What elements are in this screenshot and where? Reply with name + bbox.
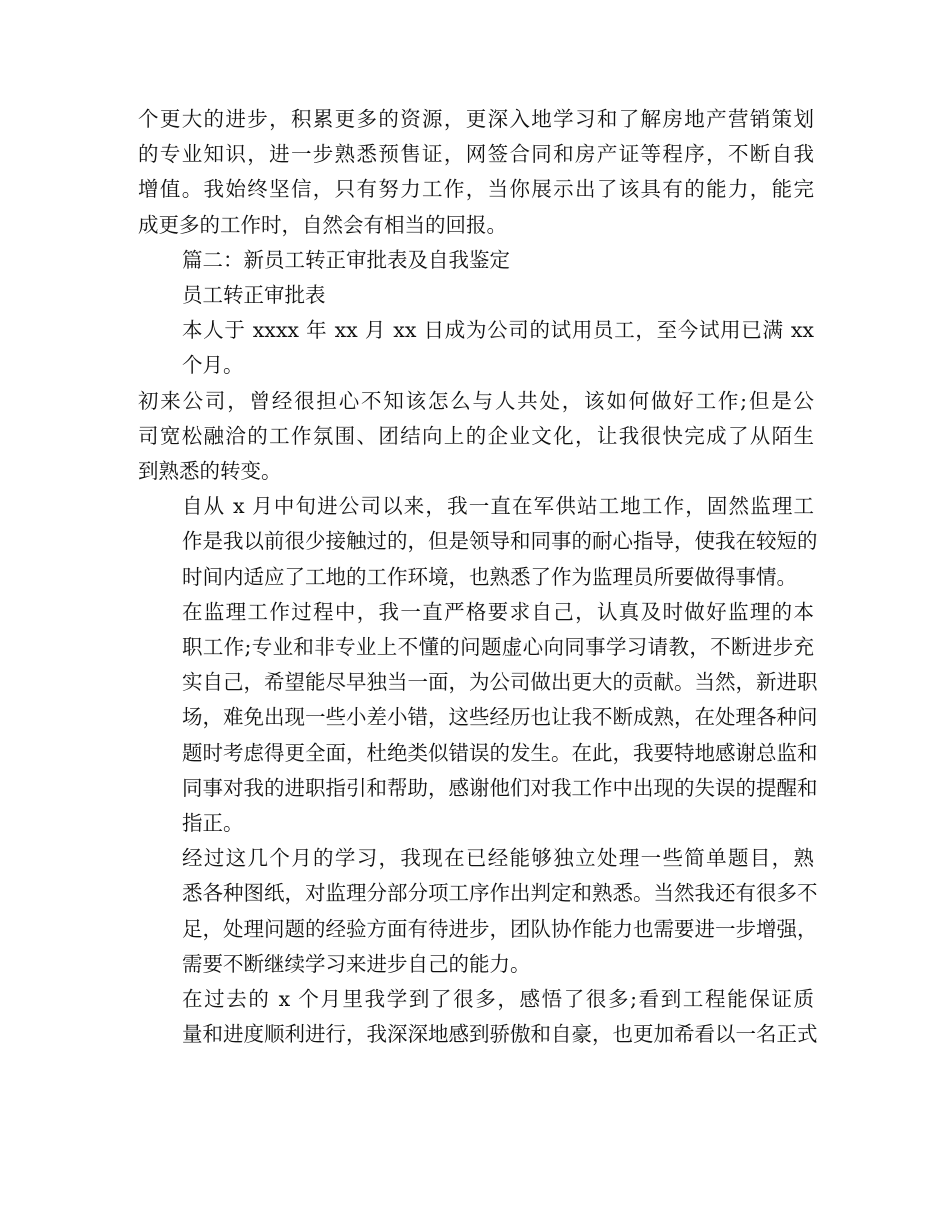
text-line: 员工转正审批表: [182, 283, 326, 308]
text-line: 增值。我始终坚信，只有努力工作，当你展示出了该具有的能力，能完: [138, 177, 814, 202]
text-line: 时间内适应了工地的工作环境，也熟悉了作为监理员所要做得事情。: [182, 564, 797, 589]
text-line: 职工作;专业和非专业上不懂的问题虚心向同事学习请教，不断进步充: [182, 635, 814, 660]
text-line: 在过去的 x 个月里我学到了很多，感悟了很多;看到工程能保证质: [182, 987, 814, 1012]
text-line: 同事对我的进职指引和帮助，感谢他们对我工作中出现的失误的提醒和: [182, 775, 818, 800]
paragraph: [138, 102, 814, 243]
paragraph: [138, 489, 818, 595]
text-line: 经过这几个月的学习，我现在已经能够独立处理一些简单题目，熟: [182, 846, 814, 871]
text-line: 实自己，希望能尽早独当一面，为公司做出更大的贡献。当然，新进职: [182, 670, 818, 695]
text-line: 到熟悉的转变。: [138, 459, 282, 484]
paragraph: [138, 278, 814, 313]
text-line: 个月。: [182, 353, 244, 378]
text-line: 指正。: [182, 811, 244, 836]
paragraph: [138, 982, 818, 1052]
text-line: 足，处理问题的经验方面有待进步，团队协作能力也需要进一步增强，: [182, 916, 818, 941]
text-line: 在监理工作过程中，我一直严格要求自己，认真及时做好监理的本: [182, 599, 814, 624]
text-line: 需要不断继续学习来进步自己的能力。: [182, 951, 531, 976]
text-line: 本人于 xxxx 年 xx 月 xx 日成为公司的试用员工，至今试用已满 xx: [182, 318, 814, 343]
paragraph: [138, 313, 814, 383]
text-line: 的专业知识，进一步熟悉预售证，网签合同和房产证等程序，不断自我: [138, 142, 814, 167]
paragraph: [138, 384, 814, 490]
text-line: 场，难免出现一些小差小错，这些经历也让我不断成熟，在处理各种问: [182, 705, 818, 730]
text-line: 篇二：新员工转正审批表及自我鉴定: [182, 247, 510, 272]
paragraph: [138, 841, 818, 982]
text-line: 题时考虑得更全面，杜绝类似错误的发生。在此，我要特地感谢总监和: [182, 740, 818, 765]
paragraph: [138, 243, 814, 278]
text-line: 司宽松融洽的工作氛围、团结向上的企业文化，让我很快完成了从陌生: [138, 423, 814, 448]
text-line: 作是我以前很少接触过的，但是领导和同事的耐心指导，使我在较短的: [182, 529, 818, 554]
text-line: 自从 x 月中旬进公司以来，我一直在军供站工地工作，固然监理工: [182, 494, 814, 519]
text-line: 量和进度顺利进行，我深深地感到骄傲和自豪，也更加希看以一名正式: [182, 1022, 818, 1047]
document-page: [138, 102, 818, 1052]
text-line: 成更多的工作时，自然会有相当的回报。: [138, 212, 507, 237]
text-line: 悉各种图纸，对监理分部分项工序作出判定和熟悉。当然我还有很多不: [182, 881, 818, 906]
text-line: 个更大的进步，积累更多的资源，更深入地学习和了解房地产营销策划: [138, 107, 814, 131]
text-line: 初来公司，曾经很担心不知该怎么与人共处，该如何做好工作;但是公: [138, 388, 814, 413]
paragraph: [138, 595, 818, 841]
